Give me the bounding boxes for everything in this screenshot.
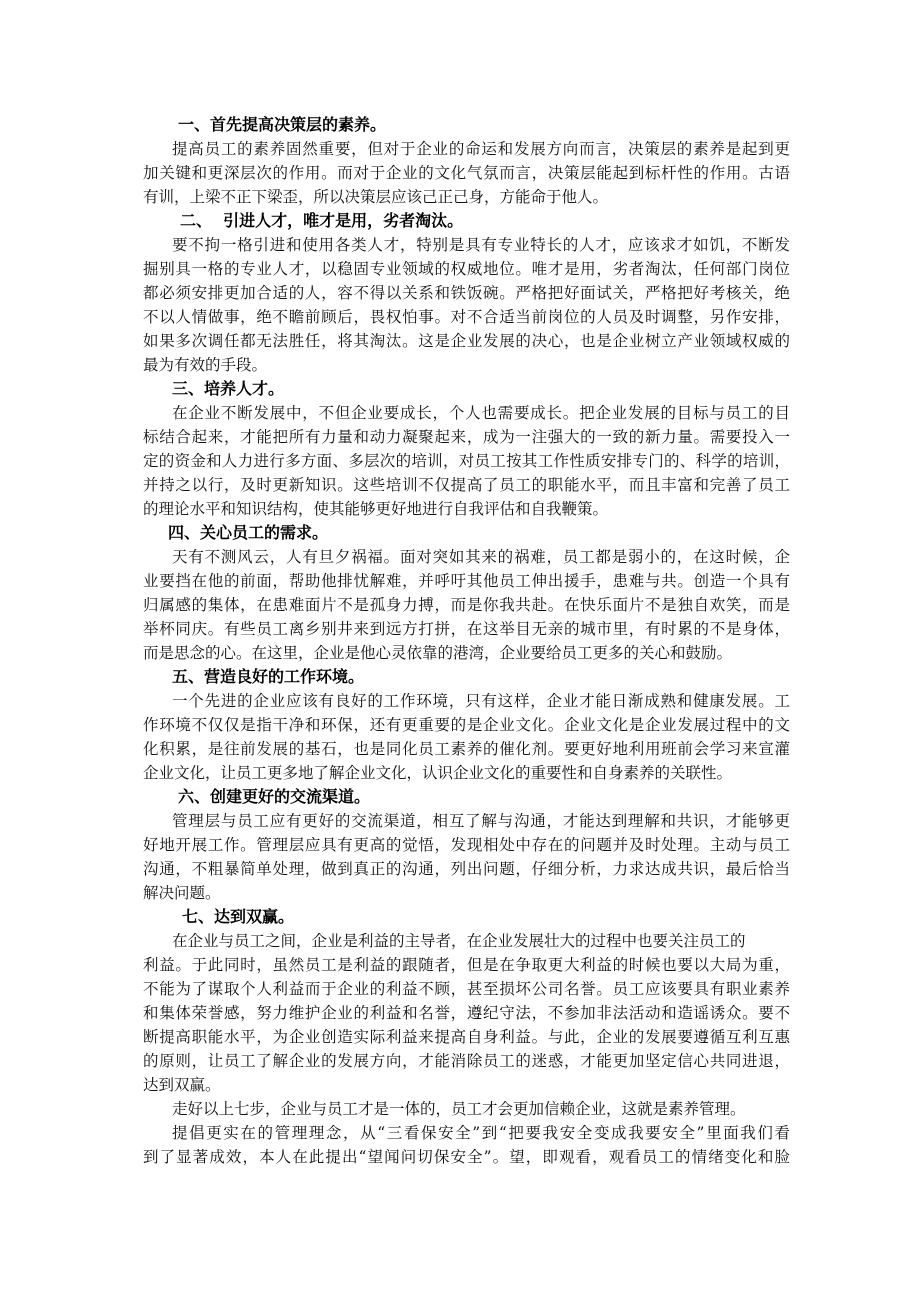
paragraph-line: 而是思念的心。在这里，企业是他心灵依靠的港湾，企业要给员工更多的关心和鼓励。 xyxy=(143,644,733,662)
paragraph-line: 并持之以行，及时更新知识。这些培训不仅提高了员工的职能水平，而且丰富和完善了员工 xyxy=(143,476,790,494)
paragraph-line: 天有不测风云，人有旦夕祸福。面对突如其来的祸难，员工都是弱小的，在这时候，企 xyxy=(172,548,790,566)
paragraph-line: 走好以上七步，企业与员工才是一体的，员工才会更加信赖企业，这就是素养管理。 xyxy=(172,1100,746,1118)
paragraph-line: 管理层与员工应有更好的交流渠道，相互了解与沟通，才能达到理解和共识，才能够更 xyxy=(172,812,790,830)
section-2 xyxy=(143,209,790,377)
section-heading: 六、创建更好的交流渠道。 xyxy=(178,787,371,806)
paragraph-line: 都必须安排更加合适的人，容不得以关系和铁饭碗。严格把好面试关，严格把好考核关，绝 xyxy=(143,284,790,302)
paragraph xyxy=(143,1121,790,1169)
section-3 xyxy=(143,377,790,521)
paragraph xyxy=(143,401,790,521)
paragraph-line: 如果多次调任都无法胜任，将其淘汰。这是企业发展的决心，也是企业树立产业领域权威的 xyxy=(143,332,790,350)
section-heading: 二、 引进人才，唯才是用，劣者淘汰。 xyxy=(180,211,464,230)
paragraph xyxy=(143,137,790,209)
paragraph-line: 达到双赢。 xyxy=(143,1076,221,1094)
section-heading: 三、培养人才。 xyxy=(172,379,285,398)
paragraph-line: 和集体荣誉感，努力维护企业的利益和名誉，遵纪守法，不参加非法活动和造谣诱众。要不 xyxy=(143,1004,790,1022)
paragraph xyxy=(143,929,790,1097)
section-7 xyxy=(143,905,790,1097)
paragraph-line: 不以人情做事，绝不瞻前顾后，畏权怕事。对不合适当前岗位的人员及时调整，另作安排， xyxy=(143,308,790,326)
paragraph-line: 一个先进的企业应该有良好的工作环境，只有这样，企业才能日渐成熟和健康发展。工 xyxy=(172,692,790,710)
paragraph-line: 有训，上梁不正下梁歪，所以决策层应该己正己身，方能命于他人。 xyxy=(143,188,609,206)
paragraph-line: 作环境不仅仅是指干净和环保，还有更重要的是企业文化。企业文化是企业发展过程中的文 xyxy=(143,716,790,734)
section-4 xyxy=(143,521,790,665)
section-5 xyxy=(143,665,790,785)
section-heading: 七、达到双赢。 xyxy=(182,907,295,926)
paragraph-line: 好地开展工作。管理层应具有更高的觉悟，发现相处中存在的问题并及时处理。主动与员工 xyxy=(143,836,790,854)
section-6 xyxy=(143,785,790,905)
section-heading: 一、首先提高决策层的素养。 xyxy=(178,115,387,134)
section-heading: 五、营造良好的工作环境。 xyxy=(172,667,365,686)
paragraph-line: 要不拘一格引进和使用各类人才，特别是具有专业特长的人才，应该求才如饥，不断发 xyxy=(172,236,790,254)
paragraph-line: 标结合起来，才能把所有力量和动力凝聚起来，成为一注强大的一致的新力量。需要投入一 xyxy=(143,428,790,446)
paragraph-line: 举杯同庆。有些员工离乡别井来到远方打拼，在这举目无亲的城市里，有时累的不是身体， xyxy=(143,620,790,638)
paragraph-line: 定的资金和人力进行多方面、多层次的培训，对员工按其工作性质安排专门的、科学的培训， xyxy=(143,452,790,470)
paragraph-line: 解决问题。 xyxy=(143,884,221,902)
section-1 xyxy=(143,113,790,209)
paragraph-line: 业要挡在他的前面，帮助他排忧解难，并呼吁其他员工伸出援手，患难与共。创造一个具有 xyxy=(143,572,790,590)
paragraph xyxy=(143,809,790,905)
closing-section xyxy=(143,1097,790,1169)
paragraph xyxy=(143,689,790,785)
paragraph-line: 在企业不断发展中，不但企业要成长，个人也需要成长。把企业发展的目标与员工的目 xyxy=(172,404,790,422)
paragraph-line: 不能为了谋取个人利益而于企业的利益不顾，甚至损坏公司名誉。员工应该要具有职业素养 xyxy=(143,980,790,998)
paragraph-line: 的原则，让员工了解企业的发展方向，才能消除员工的迷惑，才能更加坚定信心共同进退， xyxy=(143,1052,790,1070)
paragraph-line: 提倡更实在的管理理念，从“三看保安全”到“把要我安全变成我要安全”里面我们看 xyxy=(172,1124,790,1142)
paragraph-line: 最为有效的手段。 xyxy=(143,356,268,374)
paragraph-line: 断提高职能水平，为企业创造实际利益来提高自身利益。与此，企业的发展要遵循互利互惠 xyxy=(143,1028,790,1046)
paragraph-line: 加关键和更深层次的作用。而对于企业的文化气氛而言，决策层能起到标杆性的作用。古语 xyxy=(143,164,790,182)
section-heading: 四、关心员工的需求。 xyxy=(168,523,329,542)
paragraph-line: 在企业与员工之间，企业是利益的主导者，在企业发展壮大的过程中也要关注员工的 xyxy=(172,932,746,950)
paragraph-line: 化积累，是往前发展的基石，也是同化员工素养的催化剂。要更好地利用班前会学习来宣灌 xyxy=(143,740,790,758)
paragraph-line: 掘别具一格的专业人才，以稳固专业领域的权威地位。唯才是用，劣者淘汰，任何部门岗位 xyxy=(143,260,790,278)
paragraph-line: 企业文化，让员工更多地了解企业文化，认识企业文化的重要性和自身素养的关联性。 xyxy=(143,764,733,782)
paragraph-line: 归属感的集体，在患难面片不是孤身力搏，而是你我共赴。在快乐面片不是独自欢笑，而是 xyxy=(143,596,790,614)
paragraph-line: 沟通，不粗暴简单处理，做到真正的沟通，列出问题，仔细分析，力求达成共识，最后恰当 xyxy=(143,860,790,878)
paragraph xyxy=(143,545,790,665)
paragraph xyxy=(143,233,790,377)
document-body xyxy=(143,113,790,1169)
paragraph xyxy=(143,1097,790,1121)
paragraph-line: 的理论水平和知识结构，使其能够更好地进行自我评估和自我鞭策。 xyxy=(143,500,609,518)
paragraph-line: 利益。于此同时，虽然员工是利益的跟随者，但是在争取更大利益的时候也要以大局为重， xyxy=(143,956,790,974)
paragraph-line: 提高员工的素养固然重要，但对于企业的命运和发展方向而言，决策层的素养是起到更 xyxy=(172,140,790,158)
paragraph-line: 到了显著成效，本人在此提出“望闻问切保安全”。望，即观看，观看员工的情绪变化和脸 xyxy=(143,1148,790,1166)
